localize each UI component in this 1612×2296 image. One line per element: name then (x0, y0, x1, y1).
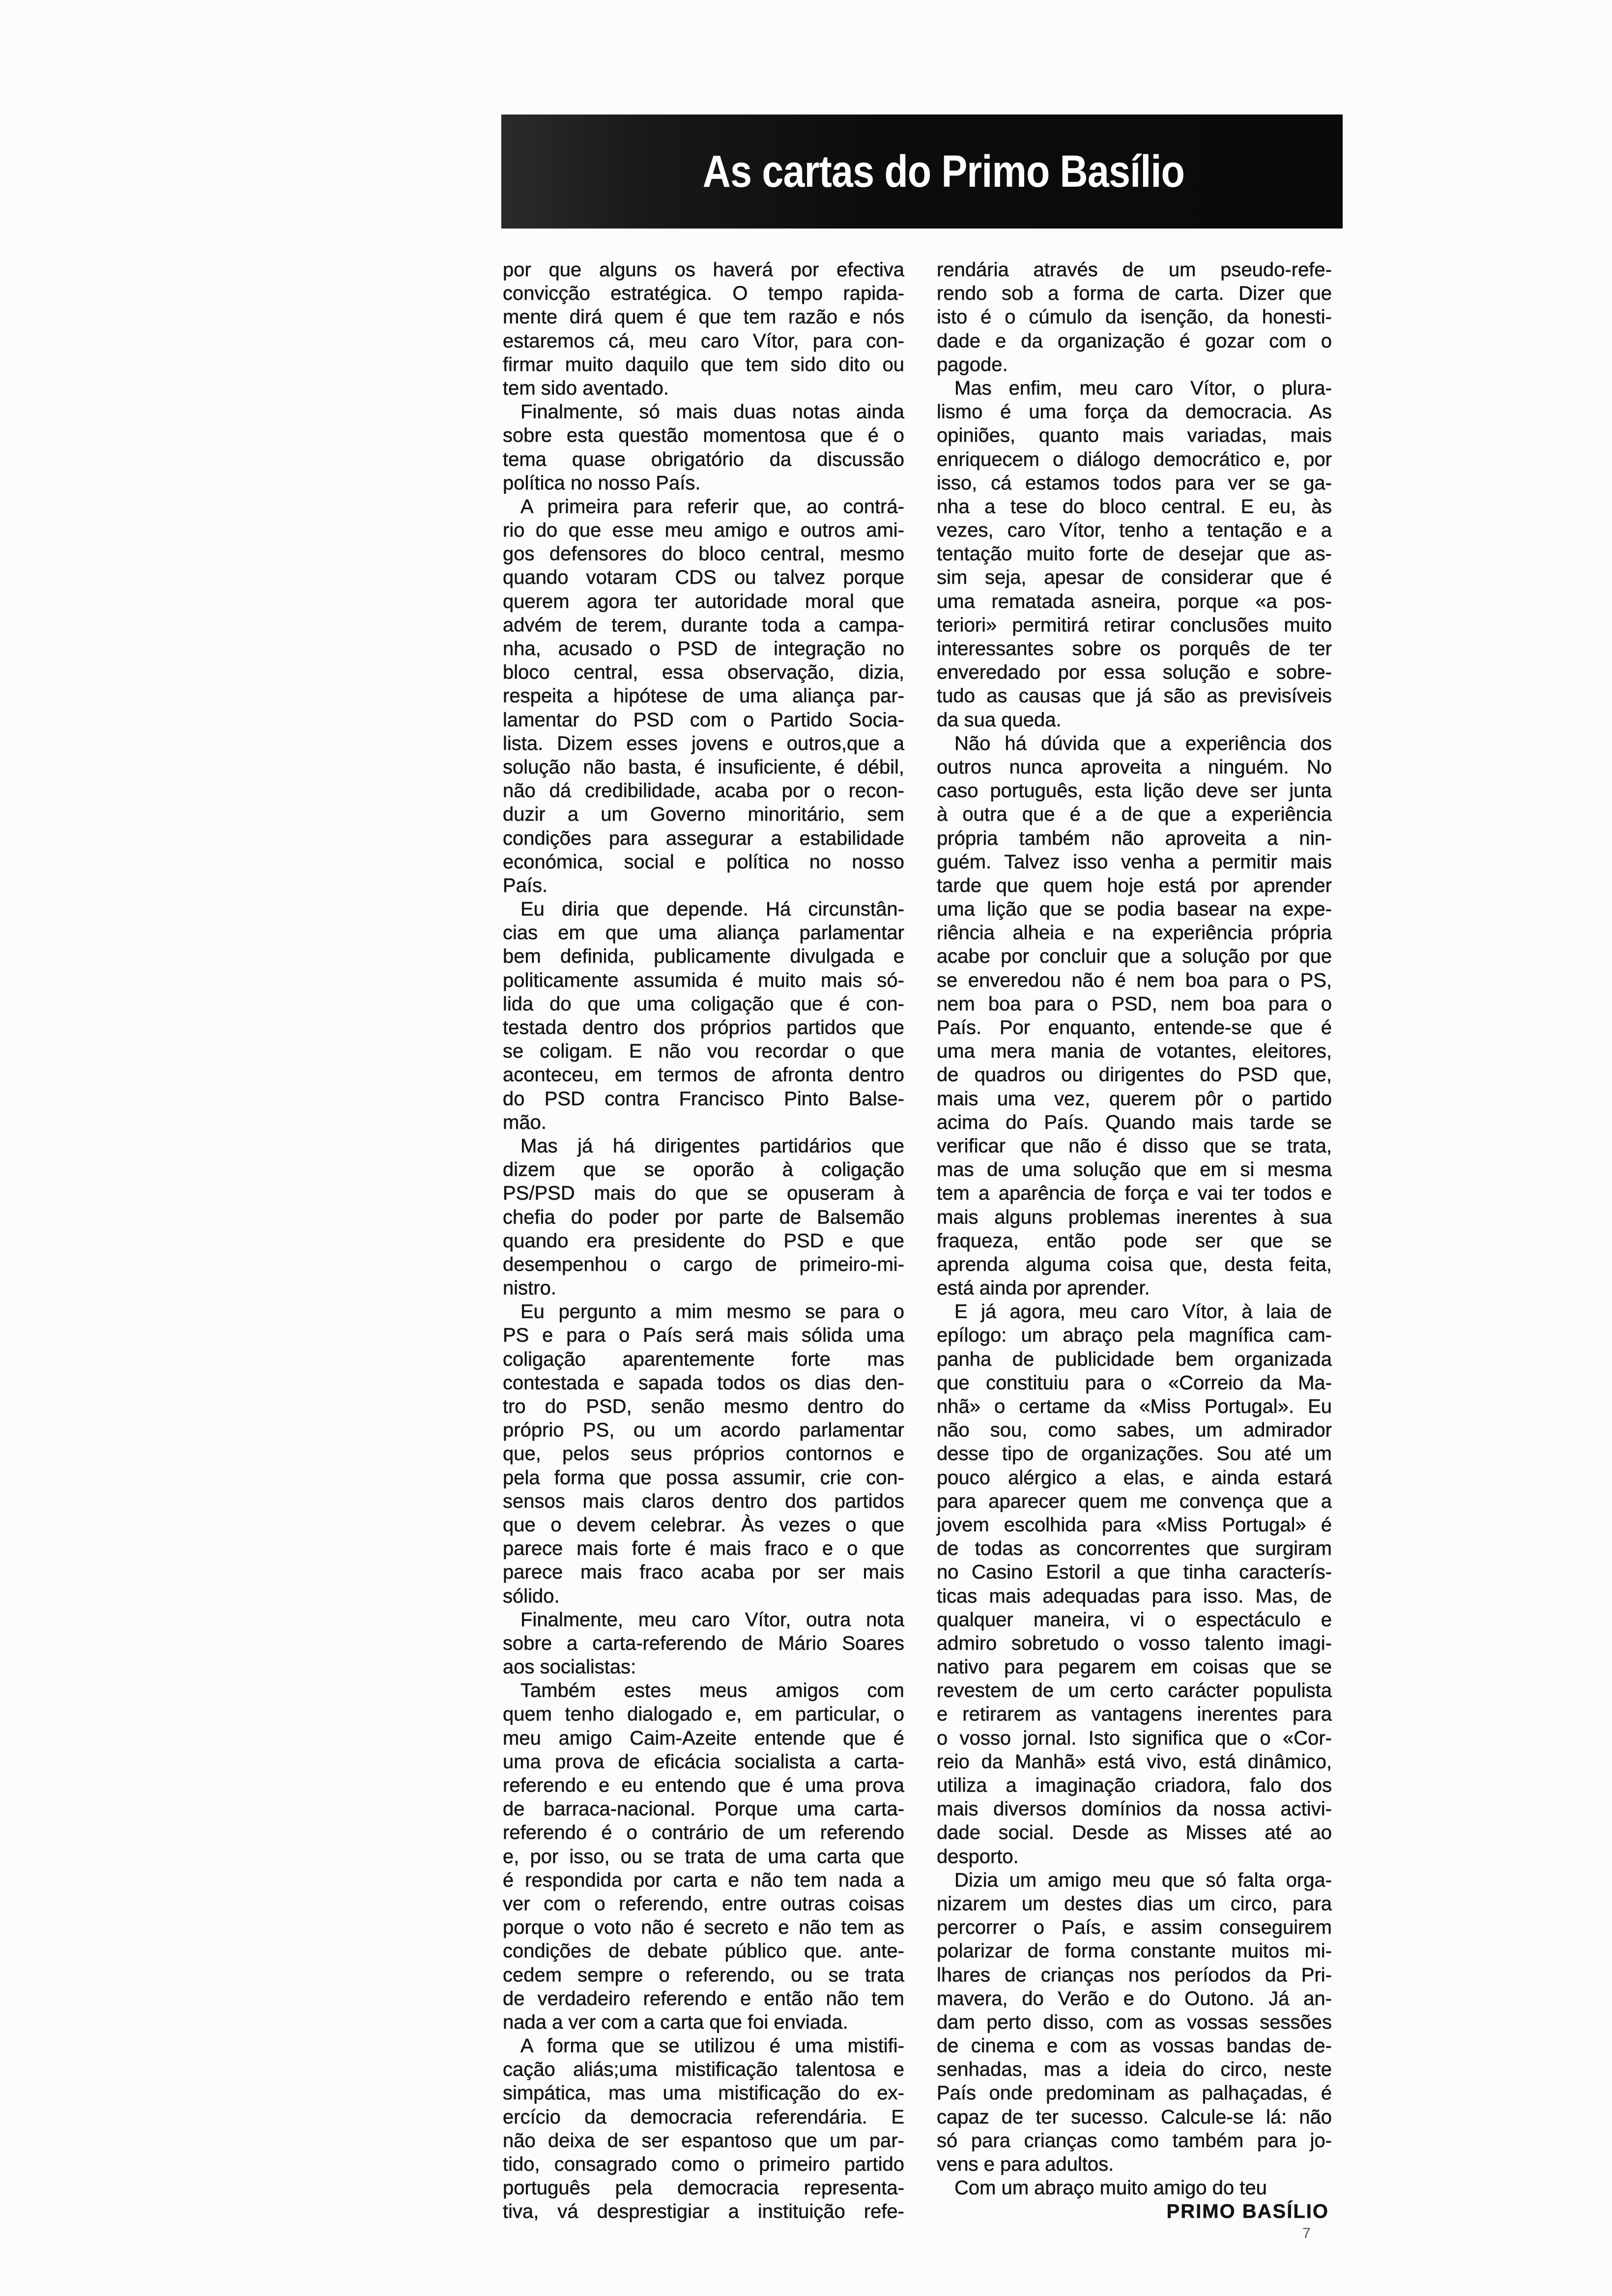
text-line: nativo para pegarem em coisas que se (937, 1656, 1332, 1678)
text-line: acabe por concluir que a solução por que (937, 946, 1332, 968)
text-line: duzir a um Governo minoritário, sem (503, 804, 904, 826)
text-line: nha, acusado o PSD de integração no (503, 638, 904, 660)
page-title: As cartas do Primo Basílio (702, 146, 1185, 197)
text-line: Com um abraço muito amigo do teu (954, 2177, 1267, 2199)
paragraph (503, 1134, 904, 1300)
text-line: cias em que uma aliança parlamentar (503, 922, 904, 944)
text-line: opiniões, quanto mais variadas, mais (937, 425, 1332, 447)
text-line: que, pelos seus próprios contornos e (503, 1443, 904, 1465)
text-line: dizem que se oporão à coligação (503, 1159, 904, 1181)
text-line: política no nosso País. (503, 472, 701, 494)
text-line: referendo e eu entendo que é uma prova (503, 1775, 904, 1796)
text-line: convicção estratégica. O tempo rapida- (503, 283, 904, 305)
text-line: Não há dúvida que a experiência dos (954, 732, 1332, 754)
text-line: Também estes meus amigos com (520, 1680, 904, 1702)
text-line: o vosso jornal. Isto significa que o «Cor- (937, 1727, 1332, 1749)
text-line: nizarem um destes dias um circo, para (937, 1893, 1332, 1915)
paragraph (503, 1300, 904, 1607)
text-line: quem tenho dialogado e, em particular, o (503, 1703, 904, 1725)
text-line: gos defensores do bloco central, mesmo (503, 543, 904, 565)
page-number: 7 (1302, 2225, 1311, 2241)
paragraph (937, 2176, 1332, 2200)
text-line: e retirarem as vantagens inerentes para (937, 1703, 1332, 1725)
text-line: mente dirá quem é que tem razão e nós (503, 306, 904, 328)
text-line: panha de publicidade bem organizada (937, 1348, 1332, 1370)
text-line: lida do que uma coligação que é con- (503, 993, 904, 1015)
text-line: próprio PS, ou um acordo parlamentar (503, 1419, 904, 1441)
text-line: se coligam. E não vou recordar o que (503, 1040, 904, 1062)
text-line: uma lição que se podia basear na expe- (937, 898, 1332, 920)
text-line: tro do PSD, senão mesmo dentro do (503, 1396, 904, 1417)
text-line: tem sido aventado. (503, 377, 669, 399)
text-line: está ainda por aprender. (937, 1277, 1150, 1299)
text-line: lismo é uma força da democracia. As (937, 401, 1332, 423)
text-line: acima do País. Quando mais tarde se (937, 1111, 1332, 1133)
text-line: qualquer maneira, vi o espectáculo e (937, 1608, 1332, 1631)
text-line: não dá credibilidade, acaba por o recon- (503, 780, 904, 802)
text-line: isto é o cúmulo da isenção, da honesti- (937, 306, 1332, 328)
text-line: bloco central, essa observação, dizia, (503, 661, 904, 684)
text-line: uma mera mania de votantes, eleitores, (937, 1040, 1332, 1062)
text-line: nistro. (503, 1277, 556, 1299)
text-line: advém de terem, durante toda a campa- (503, 614, 904, 636)
text-line: respeita a hipótese de uma aliança par- (503, 685, 904, 707)
text-line: enriquecem o diálogo democrático e, por (937, 448, 1332, 470)
paragraph (503, 400, 904, 495)
text-line: cedem sempre o referendo, ou se trata (503, 1964, 904, 1986)
text-line: Finalmente, só mais duas notas ainda (520, 401, 904, 423)
text-line: simpática, mas uma mistificação do ex- (503, 2082, 904, 2104)
text-line: por que alguns os haverá por efectiva (503, 259, 904, 281)
text-line: dam perto disso, com as vossas sessões (937, 2011, 1332, 2033)
text-line: tem a aparência de força e vai ter todos e (937, 1182, 1332, 1205)
text-line: capaz de ter sucesso. Calcule-se lá: não (937, 2106, 1332, 2128)
text-line: de verdadeiro referendo e então não tem (503, 1987, 904, 2009)
text-line: País onde predominam as palhaçadas, é (937, 2082, 1332, 2104)
text-line: sólido. (503, 1585, 560, 1607)
text-line: no Casino Estoril a que tinha caracterís- (937, 1561, 1332, 1583)
text-line: País. (503, 874, 548, 896)
text-line: para aparecer quem me convença que a (937, 1490, 1332, 1512)
text-line: mão. (503, 1111, 547, 1133)
text-line: de quadros ou dirigentes do PSD que, (937, 1064, 1332, 1086)
text-line: é respondida por carta e não tem nada a (503, 1869, 904, 1891)
text-line: aos socialistas: (503, 1656, 636, 1678)
text-line: politicamente assumida é muito mais só- (503, 969, 904, 991)
text-line: firmar muito daquilo que tem sido dito ou (503, 353, 904, 375)
paragraph (503, 1608, 904, 1679)
text-line: tudo as causas que já são as previsíveis (937, 685, 1332, 707)
paragraph (503, 258, 904, 400)
text-line: condições de debate público que. ante- (503, 1940, 904, 1962)
text-line: contestada e sapada todos os dias den- (503, 1372, 904, 1394)
text-line: enveredado por essa solução e sobre- (937, 661, 1332, 684)
text-line: sobre esta questão momentosa que é o (503, 425, 904, 447)
paragraph (503, 1679, 904, 2034)
text-line: tema quase obrigatório da discussão (503, 448, 904, 470)
text-line: ver com o referendo, entre outras coisas (503, 1893, 904, 1915)
text-line: tido, consagrado como o primeiro partido (503, 2153, 904, 2175)
text-line: mas de uma solução que em si mesma (937, 1159, 1332, 1181)
paragraph (503, 2034, 904, 2224)
text-line: senhadas, mas a ideia do circo, neste (937, 2059, 1332, 2081)
text-line: pouco alérgico a elas, e ainda estará (937, 1466, 1332, 1489)
text-line: da sua queda. (937, 709, 1062, 731)
text-line: não deixa de ser espantoso que um par- (503, 2129, 904, 2152)
text-line: aconteceu, em termos de afronta dentro (503, 1064, 904, 1086)
text-line: vezes, caro Vítor, tenho a tentação e a (937, 519, 1332, 542)
text-line: verificar que não é disso que se trata, (937, 1135, 1332, 1157)
text-line: País. Por enquanto, entende-se que é (937, 1017, 1332, 1038)
text-line: tiva, vá desprestigiar a instituição refe- (503, 2201, 904, 2223)
text-line: teriori» permitirá retirar conclusões muito (937, 614, 1332, 636)
paragraph (937, 1300, 1332, 1868)
text-line: nada a ver com a carta que foi enviada. (503, 2011, 848, 2033)
text-line: mais uma vez, querem pôr o partido (937, 1088, 1332, 1110)
text-line: PS/PSD mais do que se opuseram à (503, 1182, 904, 1205)
author-signature: PRIMO BASÍLIO (1166, 2201, 1329, 2223)
text-line: própria também não aproveita a nin- (937, 827, 1332, 849)
text-line: utiliza a imaginação criadora, falo dos (937, 1775, 1332, 1796)
text-line: E já agora, meu caro Vítor, à laia de (954, 1301, 1332, 1323)
text-line: não sou, como sabes, um admirador (937, 1419, 1332, 1441)
text-line: testada dentro dos próprios partidos que (503, 1017, 904, 1038)
text-line: se enveredou não é nem boa para o PS, (937, 969, 1332, 991)
text-line: riência alheia e na experiência própria (937, 922, 1332, 944)
text-line: uma rematada asneira, porque «a pos- (937, 590, 1332, 612)
text-line: isso, cá estamos todos para ver se ga- (937, 472, 1332, 494)
text-line: sobre a carta-referendo de Mário Soares (503, 1632, 904, 1654)
paragraph (937, 376, 1332, 732)
text-line: percorrer o País, e assim conseguirem (937, 1917, 1332, 1939)
text-line: aprenda alguma coisa que, desta feita, (937, 1253, 1332, 1275)
text-line: quando votaram CDS ou talvez porque (503, 567, 904, 589)
text-line: nhã» o certame da «Miss Portugal». Eu (937, 1396, 1332, 1417)
text-line: fraqueza, então pode ser que se (937, 1230, 1332, 1252)
text-line: PS e para o País será mais sólida uma (503, 1324, 904, 1347)
text-line: A primeira para referir que, ao contrá- (520, 495, 904, 517)
text-line: querem agora ter autoridade moral que (503, 590, 904, 612)
text-line: que o devem celebrar. Às vezes o que (503, 1514, 904, 1536)
text-line: coligação aparentemente forte mas (503, 1348, 904, 1370)
text-line: lhares de crianças nos períodos da Pri- (937, 1964, 1332, 1986)
paragraph (937, 1868, 1332, 2176)
text-line: referendo é o contrário de um referendo (503, 1822, 904, 1844)
text-line: tentação muito forte de desejar que as- (937, 543, 1332, 565)
text-line: condições para assegurar a estabilidade (503, 827, 904, 849)
text-line: parece mais forte é mais fraco e o que (503, 1538, 904, 1560)
text-line: pagode. (937, 353, 1008, 375)
text-line: Finalmente, meu caro Vítor, outra nota (520, 1608, 904, 1631)
text-line: Dizia um amigo meu que só falta orga- (954, 1869, 1332, 1891)
text-line: à outra que é a de que a experiência (937, 804, 1332, 826)
text-line: solução não basta, é insuficiente, é débil, (503, 756, 904, 778)
text-line: ercício da democracia referendária. E (503, 2106, 904, 2128)
text-line: ticas mais adequadas para isso. Mas, de (937, 1585, 1332, 1607)
text-line: jovem escolhida para «Miss Portugal» é (937, 1514, 1332, 1536)
text-line: tarde que quem hoje está por aprender (937, 874, 1332, 896)
paragraph (503, 897, 904, 1134)
text-line: guém. Talvez isso venha a permitir mais (937, 851, 1332, 873)
text-line: uma prova de eficácia socialista a carta- (503, 1751, 904, 1773)
paragraph (937, 258, 1332, 376)
text-line: rendária através de um pseudo-refe- (937, 259, 1332, 281)
paragraph (503, 495, 904, 897)
text-line: revestem de um certo carácter populista (937, 1680, 1332, 1702)
text-line: económica, social e política no nosso (503, 851, 904, 873)
text-line: sensos mais claros dentro dos partidos (503, 1490, 904, 1512)
text-line: cação aliás;uma mistificação talentosa e (503, 2059, 904, 2081)
text-line: desempenhou o cargo de primeiro-mi- (503, 1253, 904, 1275)
text-line: Eu pergunto a mim mesmo se para o (520, 1301, 904, 1323)
text-line: caso português, esta lição deve ser junta (937, 780, 1332, 802)
text-line: vens e para adultos. (937, 2153, 1114, 2175)
text-line: desse tipo de organizações. Sou até um (937, 1443, 1332, 1465)
text-line: rendo sob a forma de carta. Dizer que (937, 283, 1332, 305)
text-line: meu amigo Caim-Azeite entende que é (503, 1727, 904, 1749)
text-line: e, por isso, ou se trata de uma carta que (503, 1845, 904, 1867)
text-line: nha a tese do bloco central. E eu, às (937, 495, 1332, 517)
text-line: Mas já há dirigentes partidários que (520, 1135, 904, 1157)
text-line: polarizar de forma constante muitos mi- (937, 1940, 1332, 1962)
text-line: sim seja, apesar de considerar que é (937, 567, 1332, 589)
text-line: quando era presidente do PSD e que (503, 1230, 904, 1252)
text-line: parece mais fraco acaba por ser mais (503, 1561, 904, 1583)
text-line: mais alguns problemas inerentes à sua (937, 1206, 1332, 1228)
text-line: de barraca-nacional. Porque uma carta- (503, 1798, 904, 1820)
paragraph (937, 732, 1332, 1300)
text-line: nem boa para o PSD, nem boa para o (937, 993, 1332, 1015)
text-line: porque o voto não é secreto e não tem as (503, 1917, 904, 1939)
text-line: mais diversos domínios da nossa activi- (937, 1798, 1332, 1820)
text-line: interessantes sobre os porquês de ter (937, 638, 1332, 660)
text-line: de todas as concorrentes que surgiram (937, 1538, 1332, 1560)
left-column (503, 258, 904, 2224)
text-line: de cinema e com as vossas bandas de- (937, 2035, 1332, 2057)
text-line: reio da Manhã» está vivo, está dinâmico, (937, 1751, 1332, 1773)
right-column (937, 258, 1332, 2224)
text-line: lista. Dizem esses jovens e outros,que a (503, 732, 904, 754)
text-line: admiro sobretudo o vosso talento imagi- (937, 1632, 1332, 1654)
text-line: chefia do poder por parte de Balsemão (503, 1206, 904, 1228)
column-header-banner (501, 115, 1343, 229)
text-line: bem definida, publicamente divulgada e (503, 946, 904, 968)
text-line: lamentar do PSD com o Partido Socia- (503, 709, 904, 731)
text-line: Mas enfim, meu caro Vítor, o plura- (954, 377, 1332, 399)
text-line: português pela democracia representa- (503, 2177, 904, 2199)
text-line: Eu diria que depende. Há circunstân- (520, 898, 904, 920)
text-line: mavera, do Verão e do Outono. Já an- (937, 1987, 1332, 2009)
text-line: pela forma que possa assumir, crie con- (503, 1466, 904, 1489)
text-line: epílogo: um abraço pela magnífica cam- (937, 1324, 1332, 1347)
text-line: A forma que se utilizou é uma mistifi- (520, 2035, 904, 2057)
text-line: estaremos cá, meu caro Vítor, para con- (503, 330, 904, 352)
text-line: dade e da organização é gozar com o (937, 330, 1332, 352)
text-line: só para crianças como também para jo- (937, 2129, 1332, 2152)
text-line: desporto. (937, 1845, 1019, 1867)
text-line: outros nunca aproveita a ninguém. No (937, 756, 1332, 778)
text-line: que constituiu para o «Correio da Ma- (937, 1372, 1332, 1394)
text-line: do PSD contra Francisco Pinto Balse- (503, 1088, 904, 1110)
text-line: dade social. Desde as Misses até ao (937, 1822, 1332, 1844)
text-line: rio do que esse meu amigo e outros ami- (503, 519, 904, 542)
